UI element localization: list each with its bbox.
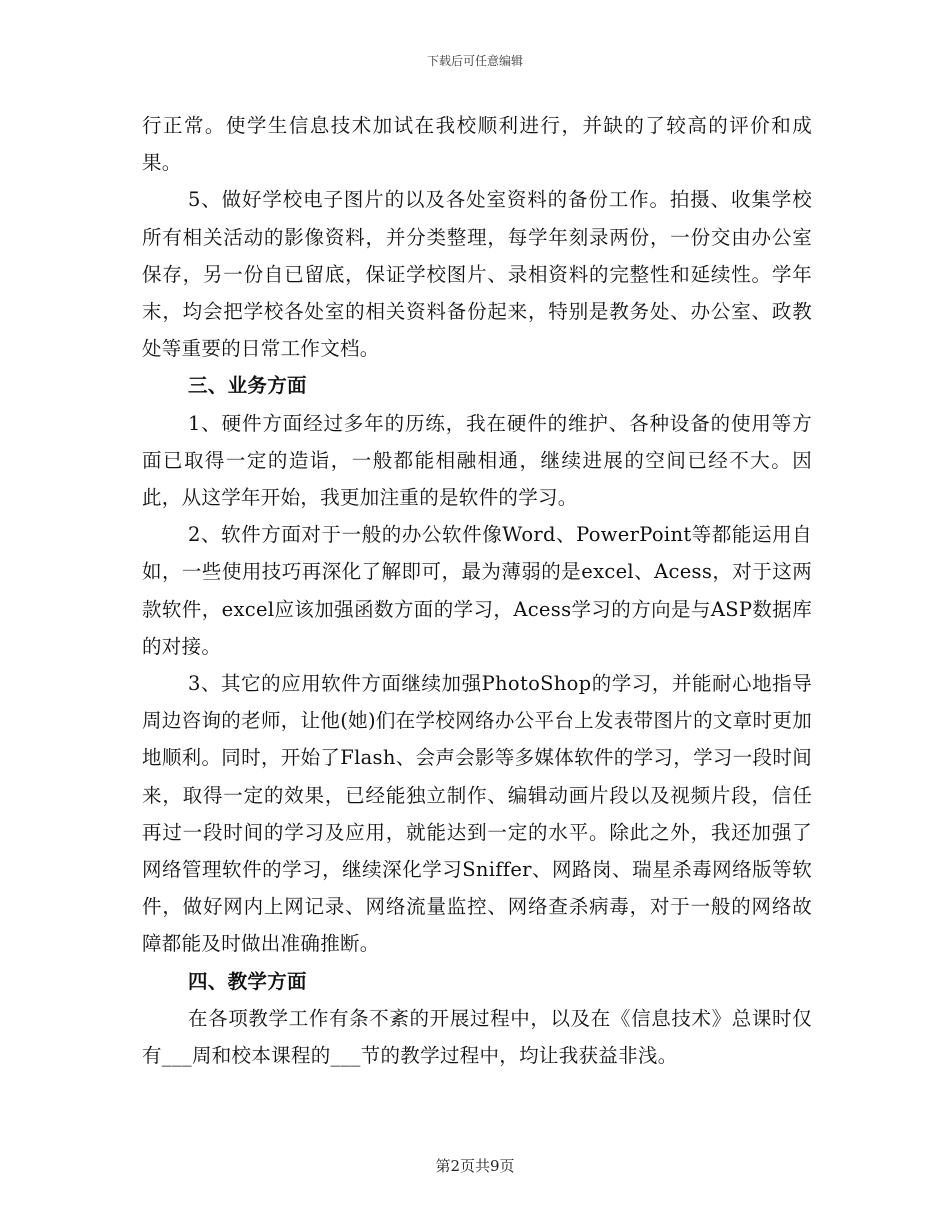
paragraph-continuation: 行正常。使学生信息技术加试在我校顺利进行，并缺的了较高的评价和成果。 (142, 114, 812, 175)
page-footer: 第2页共9页 (435, 1157, 515, 1175)
page-header: 下载后可任意编辑 (426, 54, 523, 68)
paragraph-other-software: 3、其它的应用软件方面继续加强PhotoShop的学习，并能耐心地指导周边咨询的老师，让他(她)们在学校网络办公平台上发表带图片的文章时更加地顺利。同时，开始了Flash、会声会影等多媒体软件的学习，学习一段时间来，取得一定的效果，已经能独立制作、编辑动画片段以及视频片段，信任再过一段时间的学习及应用，就能达到一定的水平。除此之外，我还加强了网络管理软件的学习，继续深化学习Sniffer、网路岗、瑞星杀毒网络版等软件，做好网内上网记录、网络流量监控、网络查杀病毒，对于一般的网络故障都能及时做出准确推断。 (142, 672, 812, 956)
section-heading-business: 三、业务方面 (188, 374, 307, 398)
paragraph-software: 2、软件方面对于一般的办公软件像Word、PowerPoint等都能运用自如，一些使用技巧再深化了解即可，最为薄弱的是excel、Acess，对于这两款软件，excel应该加强函数方面的学习，Acess学习的方向是与ASP数据库的对接。 (142, 523, 812, 658)
paragraph-hardware: 1、硬件方面经过多年的历练，我在硬件的维护、各种设备的使用等方面已取得一定的造诣，一般都能相融相通，继续进展的空间已经不大。因此，从这学年开始，我更加注重的是软件的学习。 (142, 411, 812, 510)
section-heading-teaching: 四、教学方面 (188, 969, 307, 993)
paragraph-teaching: 在各项教学工作有条不紊的开展过程中，以及在《信息技术》总课时仅有___周和校本课程的___节的教学过程中，均让我获益非浅。 (142, 1006, 812, 1068)
document-body (142, 107, 812, 1074)
paragraph-item-5: 5、做好学校电子图片的以及各处室资料的备份工作。拍摄、收集学校所有相关活动的影像资料，并分类整理，每学年刻录两份，一份交由办公室保存，另一份自已留底，保证学校图片、录相资料的完整性和延续性。学年末，均会把学校各处室的相关资料备份起来，特别是教务处、办公室、政教处等重要的日常工作文档。 (142, 188, 812, 361)
